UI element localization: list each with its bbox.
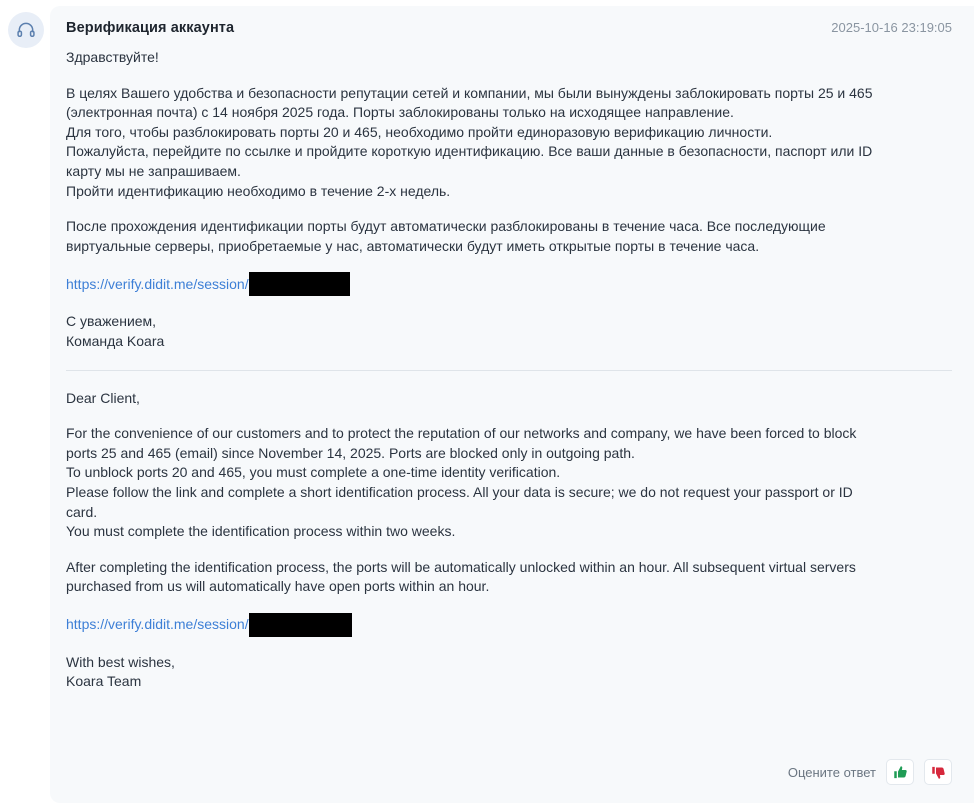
rating-label: Оцените ответ [787, 764, 876, 780]
en-p1-line5: card. [66, 503, 98, 520]
ru-p1-line3: Для того, чтобы разблокировать порты 20 и 465, необходимо пройти единоразовую верификацию личности. [66, 123, 773, 140]
ru-p1-line1: В целях Вашего удобства и безопасности репутации сетей и компании, мы были вынуждены заблокировать порты 25 и 465 [66, 84, 873, 101]
ru-p2-line2: виртуальные серверы, приобретаемые у нас, автоматически будут иметь открытые порты в течение часа. [66, 237, 760, 254]
section-divider [66, 370, 952, 371]
thumbs-down-icon [931, 765, 946, 780]
en-verification-link-row [66, 613, 952, 637]
thumbs-up-button[interactable] [886, 759, 914, 785]
ru-p1-line5: карту мы не запрашиваем. [66, 162, 241, 179]
thumbs-down-button[interactable] [924, 759, 952, 785]
ru-verification-link-row [66, 272, 952, 296]
en-p1-line3: To unblock ports 20 and 465, you must complete a one-time identity verification. [66, 464, 561, 481]
ru-paragraph-1 [66, 84, 952, 202]
en-signature-line2: Koara Team [66, 673, 142, 690]
rating-row [788, 759, 952, 785]
avatar [8, 12, 44, 48]
en-paragraph-1 [66, 424, 952, 542]
ru-redacted-session-id [249, 272, 350, 296]
en-greeting: Dear Client, [66, 389, 140, 406]
en-paragraph-2 [66, 558, 952, 597]
ru-signature-line2: Команда Koara [66, 332, 165, 349]
ru-paragraph-2 [66, 217, 952, 256]
en-p1-line6: You must complete the identification process within two weeks. [66, 523, 456, 540]
ru-greeting: Здравствуйте! [66, 49, 159, 65]
en-signature [66, 653, 952, 692]
en-redacted-session-id [249, 613, 352, 637]
message-timestamp: 2025-10-16 23:19:05 [831, 20, 952, 35]
message-header [66, 20, 952, 36]
ru-signature-line1: С уважением, [66, 313, 157, 330]
ru-p2-line1: После прохождения идентификации порты будут автоматически разблокированы в течение часа. Все последующие [66, 218, 826, 235]
message-body-en [66, 389, 952, 693]
en-signature-line1: With best wishes, [66, 653, 175, 670]
message-card [50, 6, 974, 803]
headset-icon [16, 20, 36, 40]
en-p2-line1: After completing the identification process, the ports will be automatically unlocked within an hour. All subsequent virtual servers [66, 558, 856, 575]
en-p1-line2: ports 25 and 465 (email) since November 14, 2025. Ports are blocked only in outgoing path. [66, 444, 635, 461]
thumbs-up-icon [893, 765, 908, 780]
ru-p1-line2: (электронная почта) с 14 ноября 2025 года. Порты заблокированы только на исходящее направление. [66, 104, 734, 121]
en-p2-line2: purchased from us will automatically have open ports within an hour. [66, 578, 490, 595]
ru-p1-line4: Пожалуйста, перейдите по ссылке и пройдите короткую идентификацию. Все ваши данные в безопасности, паспорт или ID [66, 143, 873, 160]
ru-verification-link[interactable]: https://verify.didit.me/session/ [66, 275, 249, 292]
en-p1-line1: For the convenience of our customers and to protect the reputation of our networks and company, we have been forced to block [66, 425, 857, 442]
ru-p1-line6: Пройти идентификацию необходимо в течение 2-х недель. [66, 182, 451, 199]
ru-signature [66, 312, 952, 351]
message-body-ru [66, 48, 952, 371]
en-p1-line4: Please follow the link and complete a short identification process. All your data is secure; we do not request your passport or ID [66, 483, 853, 500]
message-title: Верификация аккаунта [66, 20, 235, 36]
en-verification-link[interactable]: https://verify.didit.me/session/ [66, 616, 249, 633]
